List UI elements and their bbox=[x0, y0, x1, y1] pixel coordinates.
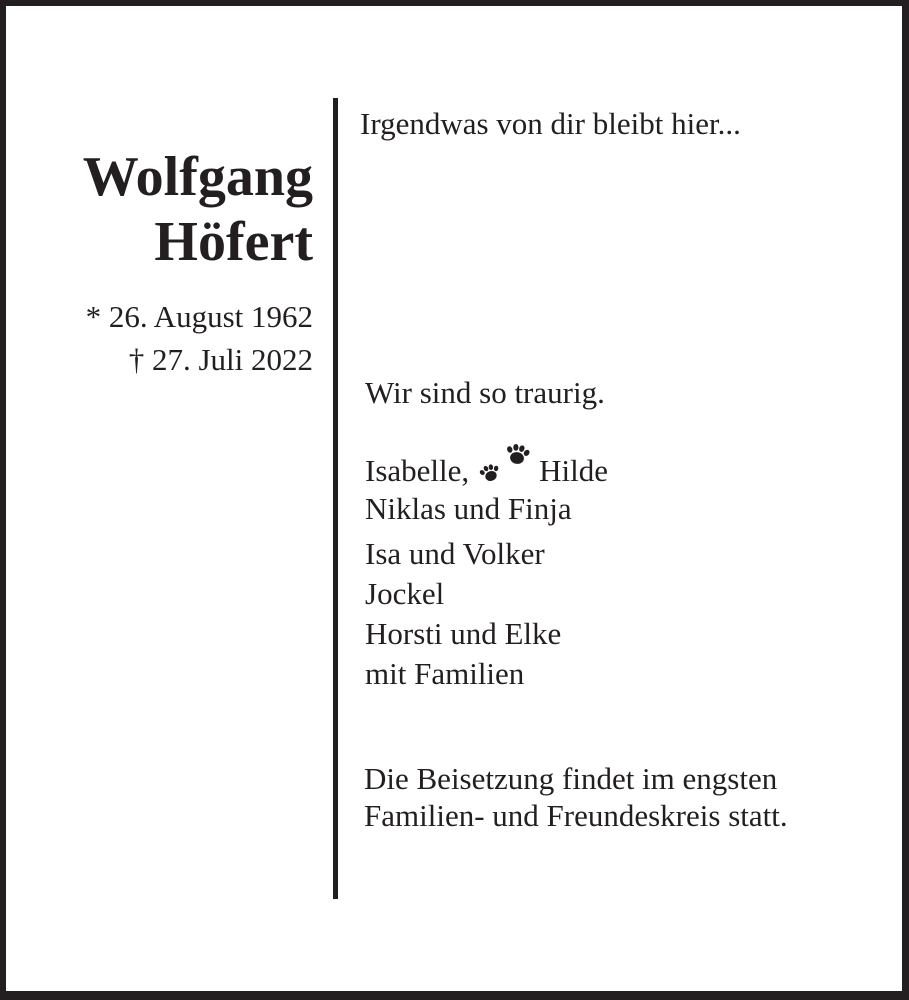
deceased-last-name: Höfert bbox=[154, 211, 313, 273]
mourners-group1-line2: Niklas und Finja bbox=[365, 491, 572, 526]
mourners-line: Horsti und Elke bbox=[365, 616, 562, 651]
mourners-group1-line1-before: Isabelle, bbox=[365, 453, 470, 488]
mourners-group1-line1-after: Hilde bbox=[539, 453, 609, 488]
memorial-quote: Irgendwas von dir bleibt hier... bbox=[360, 106, 741, 141]
funeral-info-line1: Die Beisetzung findet im engsten bbox=[364, 761, 778, 796]
paw-prints-icon bbox=[476, 441, 534, 487]
mourners-group-1 bbox=[365, 441, 608, 528]
grief-line: Wir sind so traurig. bbox=[365, 375, 605, 410]
deceased-first-name: Wolfgang bbox=[82, 146, 313, 208]
life-dates bbox=[20, 295, 313, 381]
mourners-line: Jockel bbox=[365, 576, 445, 611]
death-date: † 27. Juli 2022 bbox=[128, 342, 313, 377]
deceased-name bbox=[20, 145, 313, 275]
funeral-info bbox=[364, 760, 788, 834]
birth-date: * 26. August 1962 bbox=[85, 299, 313, 334]
mourners-group-2 bbox=[365, 534, 561, 694]
vertical-divider-line bbox=[333, 98, 338, 899]
funeral-info-line2: Familien- und Freundeskreis statt. bbox=[364, 798, 788, 833]
mourners-line: mit Familien bbox=[365, 656, 525, 691]
mourners-line: Isa und Volker bbox=[365, 536, 545, 571]
mourners-group1-line1 bbox=[365, 441, 608, 490]
